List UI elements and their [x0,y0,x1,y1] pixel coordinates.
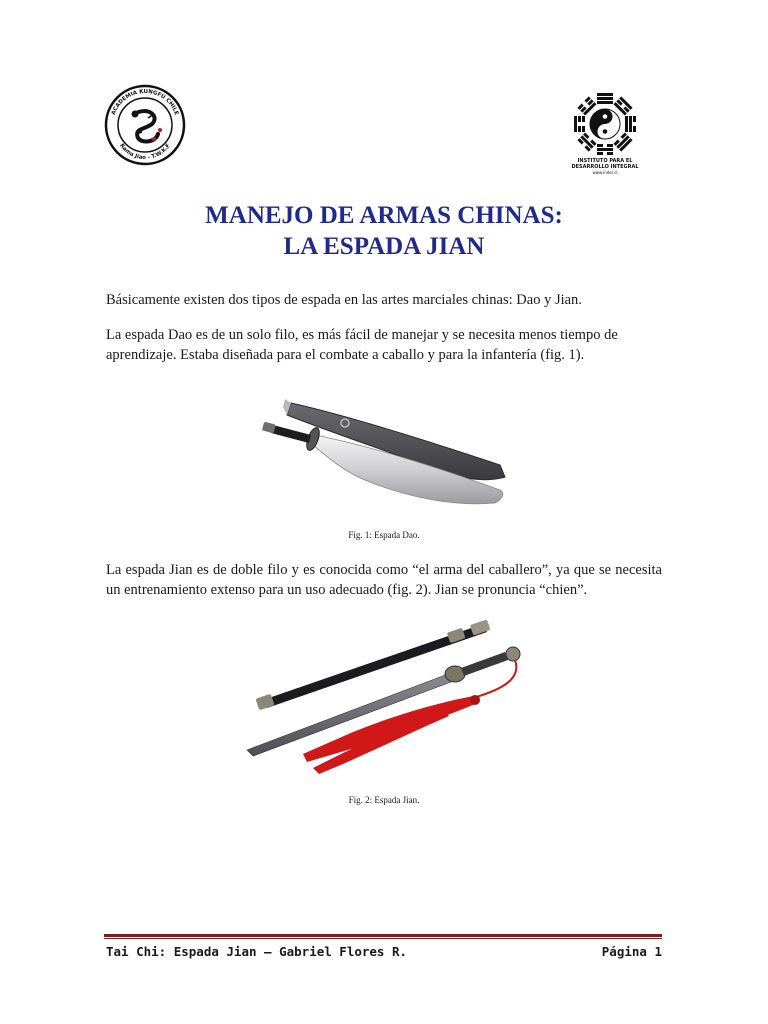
dao-sword-image [255,385,515,520]
bagua-yinyang-logo [566,92,644,176]
figure-1-caption: Fig. 1: Espada Dao. [348,530,420,540]
institute-name-line1: INSTITUTO PARA EL [577,158,633,164]
title-line-2: LA ESPADA JIAN [283,233,485,260]
footer-rule-thick [104,934,662,937]
paragraph-jian: La espada Jian es de doble filo y es conocida como “el arma del caballero”, ya que se necesita un entrenamiento extenso para un uso adecuado (fig. 2). Jian se pronuncia “chien”. [106,562,662,598]
footer-page-number: Página 1 [601,944,662,959]
logo-arc-text-top: ACADEMIA KUNGFU CHILE [110,88,180,116]
paragraph-dao: La espada Dao es de un solo filo, es más fácil de manejar y se necesita menos tiempo de aprendizaje. Estaba diseñada para el combate a caballo y para la infantería (fig. 1). [106,327,618,363]
paragraph-intro: Básicamente existen dos tipos de espada en las artes marciales chinas: Dao y Jian. [106,292,582,308]
figure-2-caption: Fig. 2: Espada Jian. [348,795,420,805]
footer-rule-thin [104,938,662,939]
footer-doc-title: Tai Chi: Espada Jian – Gabriel Flores R. [106,944,408,959]
page-title [0,200,768,262]
institute-url: www.indei.cl [592,170,618,175]
title-line-1: MANEJO DE ARMAS CHINAS: [205,202,563,229]
institute-name-line2: DESARROLLO INTEGRAL [571,164,639,170]
academy-dragon-logo [104,84,186,166]
logo-arc-text-bottom: Rama Jiao - T.W.K.F [118,142,172,162]
jian-sword-image [243,612,528,782]
